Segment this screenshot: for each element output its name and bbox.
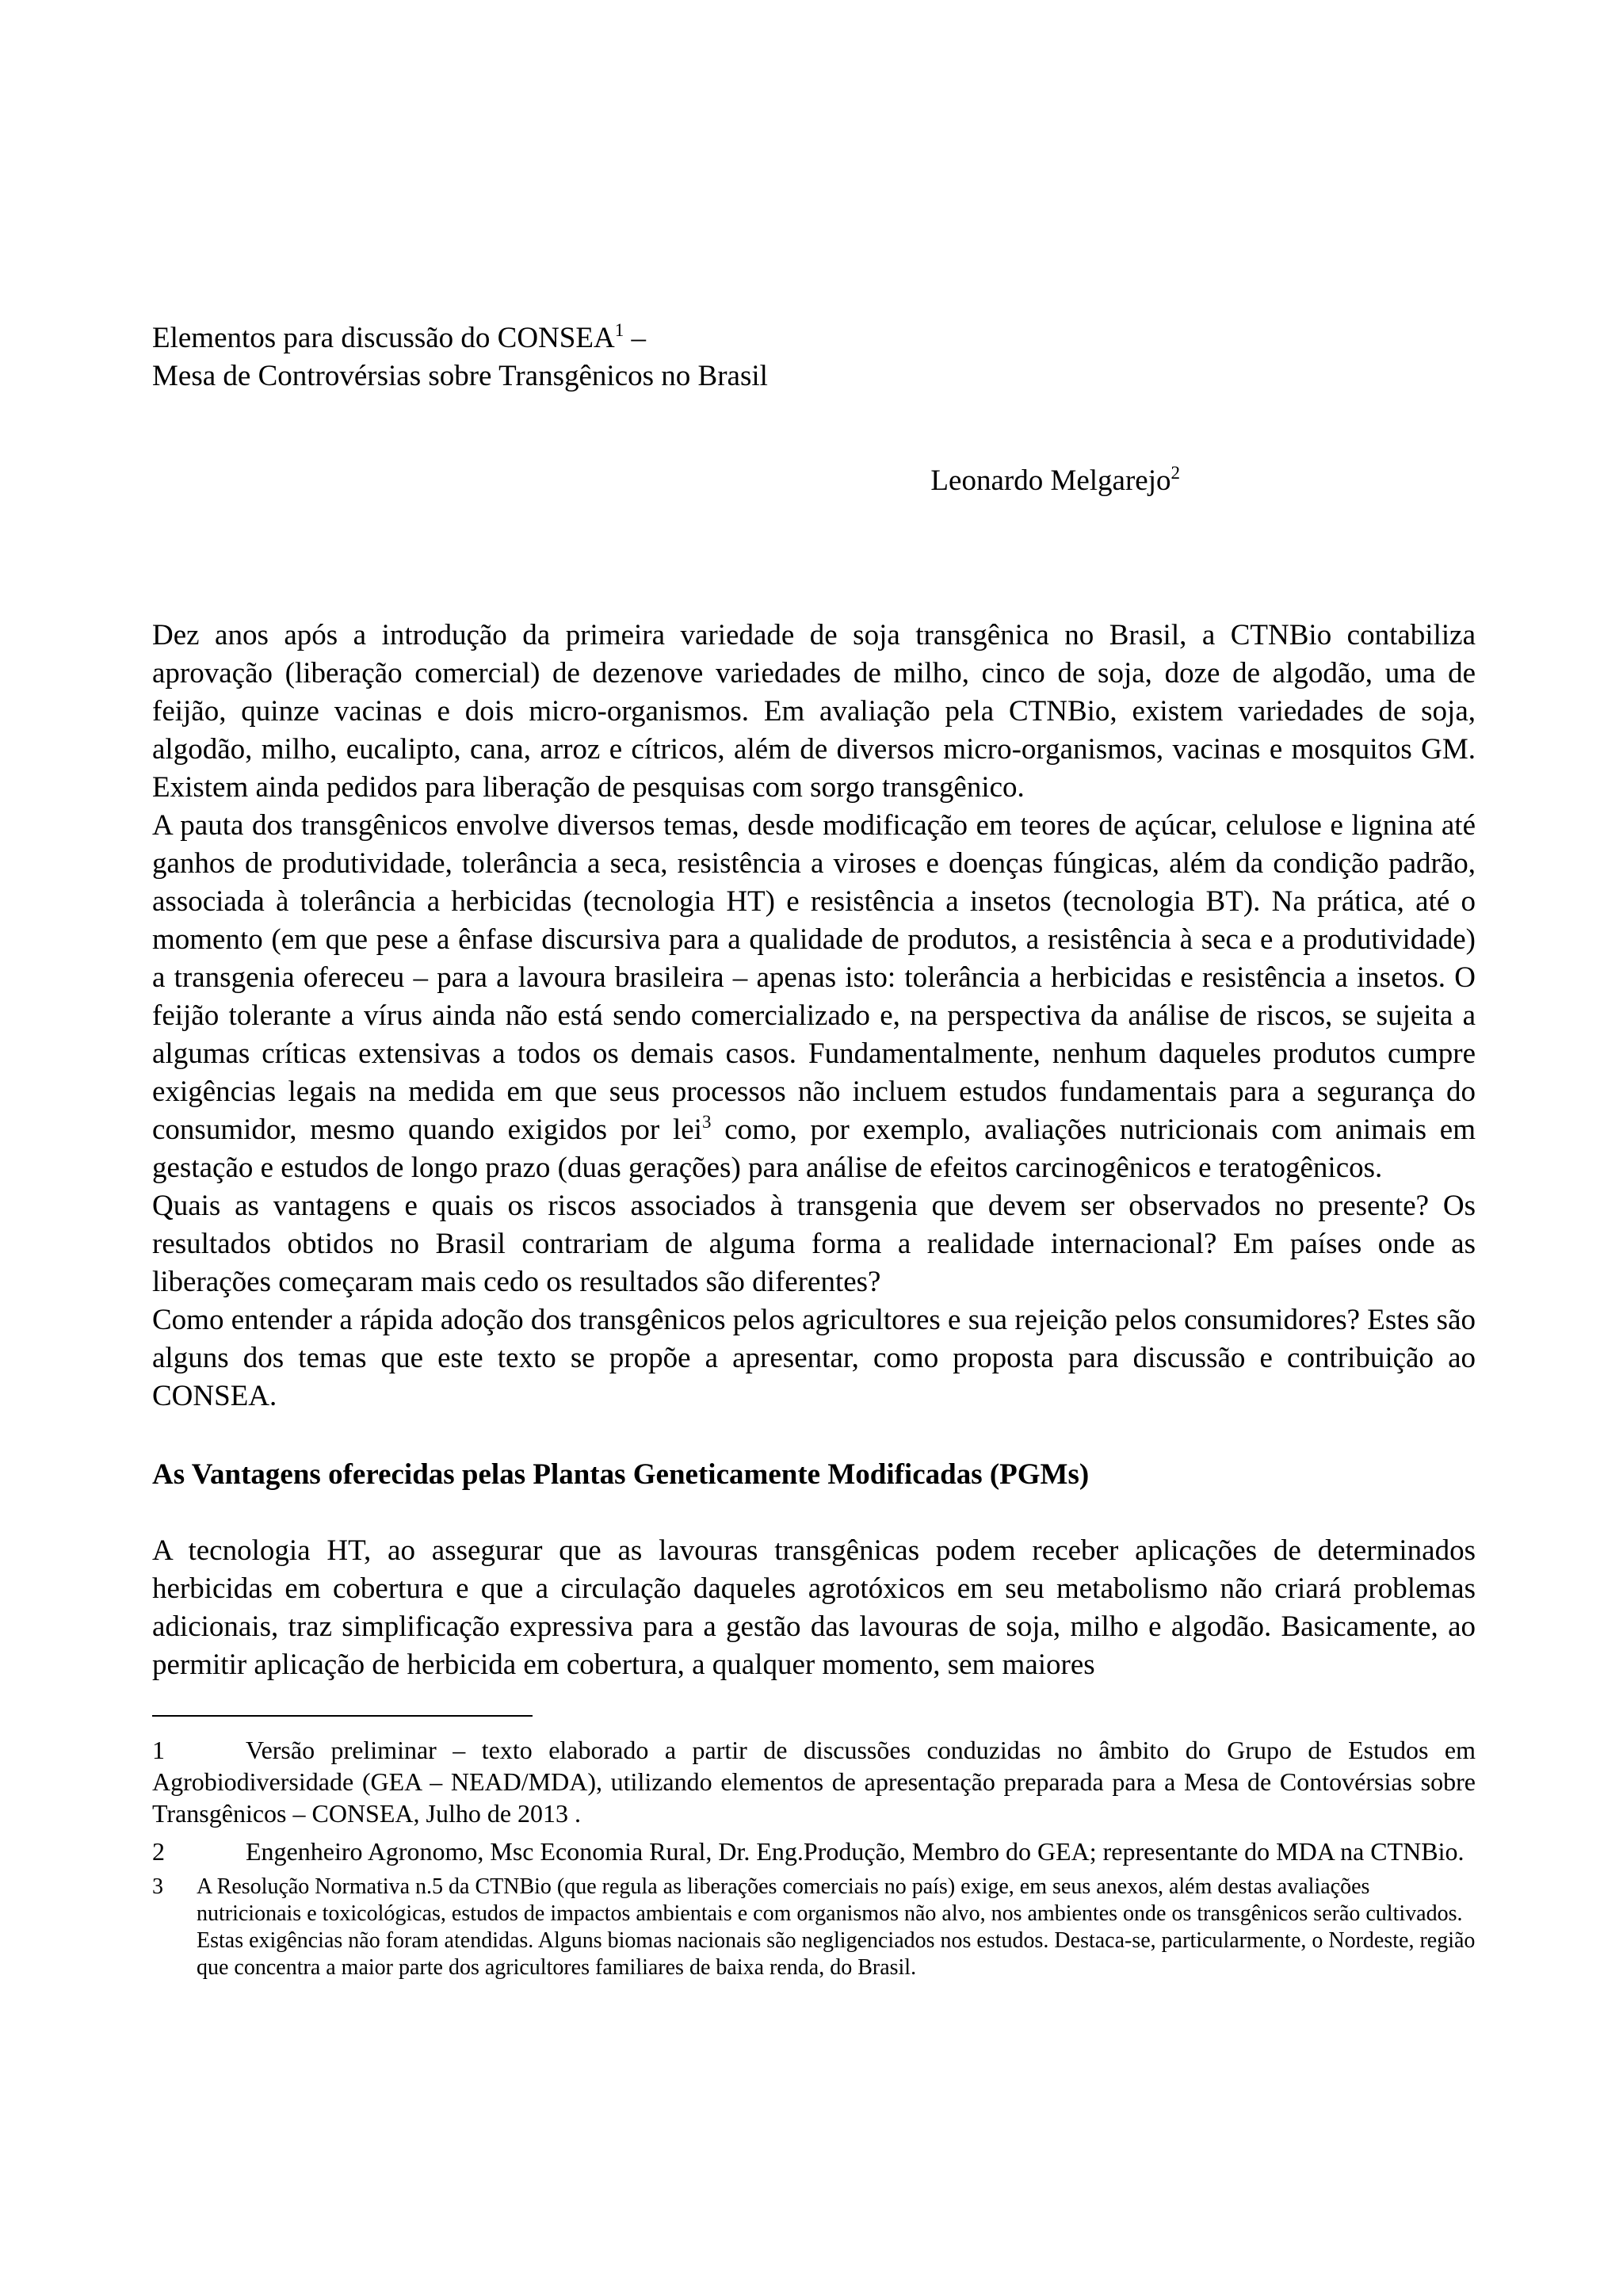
footnote-text: A Resolução Normativa n.5 da CTNBio (que regula as liberações comerciais no país) exige, em seus anexos, além destas avaliações nutricionais e toxicológicas, estudos de impactos ambientais e com organismos não alvo, nos ambientes onde os transgênicos serão cultivados. Estas exigências não foram atendidas. Alguns biomas nacionais são negligenciados nos estudos. Destaca-se, particularmente, o Nordeste, região que concentra a maior parte dos agricultores familiares de baixa renda, do Brasil. bbox=[197, 1874, 1476, 1980]
footnote-number: 1 bbox=[152, 1736, 165, 1764]
footnotes bbox=[152, 1734, 1476, 1981]
document-heading bbox=[152, 319, 768, 395]
footnote-2 bbox=[152, 1836, 1476, 1867]
footnote-divider bbox=[152, 1715, 533, 1717]
heading-dash: – bbox=[624, 322, 646, 354]
heading-line-1 bbox=[152, 319, 768, 357]
paragraph-2 bbox=[152, 807, 1476, 1187]
footnote-ref-1[interactable]: 1 bbox=[614, 320, 624, 340]
author-name: Leonardo Melgarejo bbox=[930, 464, 1171, 497]
paragraph-2-text-b: como, por exemplo, avaliações nutricionais com animais em gestação e estudos de longo prazo (duas gerações) para análise de efeitos carcinogênicos e teratogênicos. bbox=[152, 1114, 1476, 1184]
footnote-ref-3[interactable]: 3 bbox=[701, 1112, 712, 1132]
paragraph-3: Quais as vantagens e quais os riscos associados à transgenia que devem ser observados no presente? Os resultados obtidos no Brasil contrariam de alguma forma a realidade internacional? Em países onde as liberações começaram mais cedo os resultados são diferentes? bbox=[152, 1190, 1476, 1298]
paragraph-1: Dez anos após a introdução da primeira variedade de soja transgênica no Brasil, a CTNBio contabiliza aprovação (liberação comercial) de dezenove variedades de milho, cinco de soja, doze de algodão, uma de feijão, quinze vacinas e dois micro-organismos. Em avaliação pela CTNBio, existem variedades de soja, algodão, milho, eucalipto, cana, arroz e cítricos, além de diversos micro-organismos, vacinas e mosquitos GM. Existem ainda pedidos para liberação de pesquisas com sorgo transgênico. bbox=[152, 619, 1476, 804]
heading-line-2: Mesa de Controvérsias sobre Transgênicos no Brasil bbox=[152, 360, 768, 392]
footnote-ref-2[interactable]: 2 bbox=[1170, 463, 1180, 483]
document-body bbox=[152, 617, 1476, 1684]
author-line bbox=[930, 462, 1180, 500]
paragraph-5: A tecnologia HT, ao assegurar que as lavouras transgênicas podem receber aplicações de determinados herbicidas em cobertura e que a circulação daqueles agrotóxicos em seu metabolismo não criará problemas adicionais, traz simplificação expressiva para a gestão das lavouras de soja, milho e algodão. Basicamente, ao permitir aplicação de herbicida em cobertura, a qualquer momento, sem maiores bbox=[152, 1534, 1476, 1681]
paragraph-2-text-a: A pauta dos transgênicos envolve diversos temas, desde modificação em teores de açúcar, celulose e lignina até ganhos de produtividade, tolerância a seca, resistência a viroses e doenças fúngicas, além da condição padrão, associada à tolerância a herbicidas (tecnologia HT) e resistência a insetos (tecnologia BT). Na prática, até o momento (em que pese a ênfase discursiva para a qualidade de produtos, a resistência à seca e a produtividade) a transgenia ofereceu – para a lavoura brasileira – apenas isto: tolerância a herbicidas e resistência a insetos. O feijão tolerante a vírus ainda não está sendo comercializado e, na perspectiva da análise de riscos, se sujeita a algumas críticas extensivas a todos os demais casos. Fundamentalmente, nenhum daqueles produtos cumpre exigências legais na medida em que seus processos não incluem estudos fundamentais para a segurança do consumidor, mesmo quando exigidos por lei bbox=[152, 809, 1476, 1146]
footnote-3 bbox=[152, 1874, 1476, 1981]
paragraph-4: Como entender a rápida adoção dos transgênicos pelos agricultores e sua rejeição pelos consumidores? Estes são alguns dos temas que este texto se propõe a apresentar, como proposta para discussão e contribuição ao CONSEA. bbox=[152, 1304, 1476, 1412]
footnote-number: 2 bbox=[152, 1837, 165, 1866]
footnote-text: Engenheiro Agronomo, Msc Economia Rural, Dr. Eng.Produção, Membro do GEA; representante do MDA na CTNBio. bbox=[246, 1837, 1465, 1866]
section-title: As Vantagens oferecidas pelas Plantas Geneticamente Modificadas (PGMs) bbox=[152, 1458, 1090, 1491]
footnote-1 bbox=[152, 1734, 1476, 1829]
footnote-number: 3 bbox=[152, 1874, 163, 1899]
footnote-text: Versão preliminar – texto elaborado a partir de discussões conduzidas no âmbito do Grupo de Estudos em Agrobiodiversidade (GEA – NEAD/MDA), utilizando elementos de apresentação preparada para a Mesa de Contovérsias sobre Transgênicos – CONSEA, Julho de 2013 . bbox=[152, 1736, 1476, 1828]
heading-title: Elementos para discussão do CONSEA bbox=[152, 322, 615, 354]
